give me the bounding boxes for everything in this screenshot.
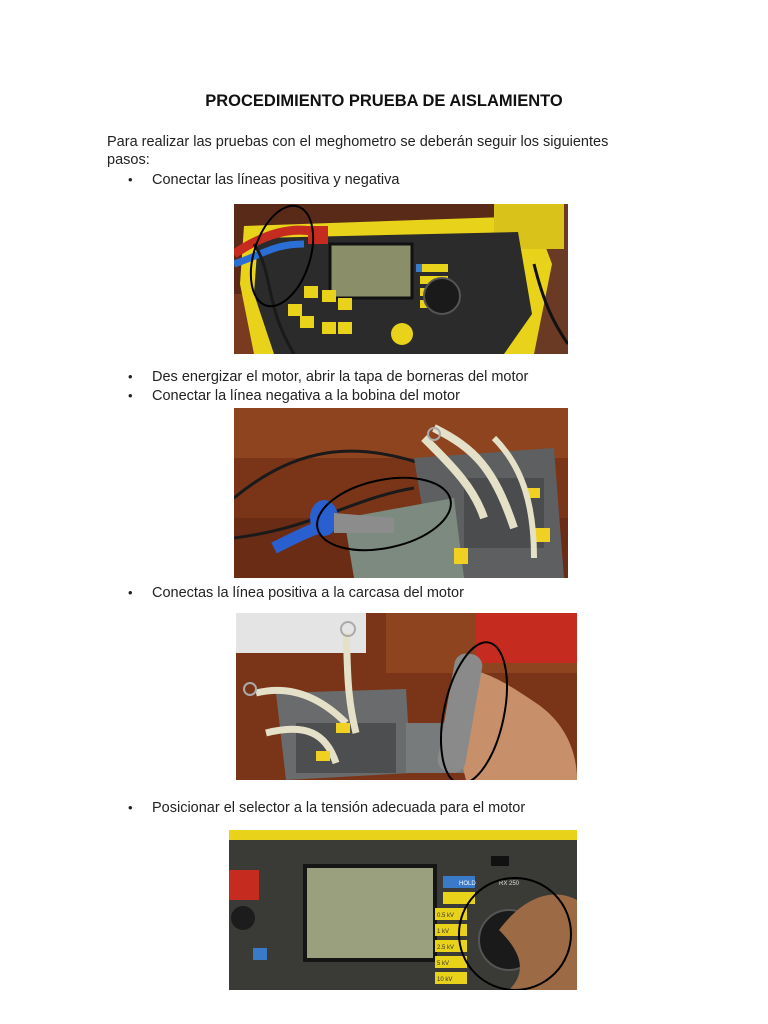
photo-label: 1 kV [437, 929, 450, 935]
step-item [128, 171, 399, 189]
photo-negative-lead-winding [234, 408, 568, 578]
intro-paragraph: Para realizar las pruebas con el meghometro se deberán seguir los siguientes pasos: [107, 134, 609, 168]
bullet-icon: • [128, 172, 133, 187]
step-item [128, 368, 528, 386]
photo-label: HOLD [459, 881, 476, 887]
step-item [128, 799, 525, 817]
document-title: PROCEDIMIENTO PRUEBA DE AISLAMIENTO [205, 92, 563, 110]
photo-label: 10 kV [437, 977, 453, 983]
step-text: Conectar las líneas positiva y negativa [152, 172, 400, 188]
bullet-icon: • [128, 585, 133, 600]
step-text: Conectar la línea negativa a la bobina del motor [152, 388, 460, 404]
step-item [128, 387, 460, 405]
step-text: Conectas la línea positiva a la carcasa del motor [152, 585, 464, 601]
photo-label: 2.5 kV [437, 945, 455, 951]
photo-label: RX 250 [499, 881, 520, 887]
bullet-icon: • [128, 369, 133, 384]
step-text: Posicionar el selector a la tensión adecuada para el motor [152, 800, 526, 816]
photo-selector-voltage [229, 830, 577, 990]
photo-positive-lead-housing [236, 613, 577, 780]
photo-label: 5 kV [437, 961, 450, 967]
bullet-icon: • [128, 388, 133, 403]
photo-megohmmeter-leads [234, 204, 568, 354]
step-item [128, 584, 464, 602]
bullet-icon: • [128, 800, 133, 815]
photo-label: 0.5 kV [437, 913, 455, 919]
step-text: Des energizar el motor, abrir la tapa de borneras del motor [152, 369, 529, 385]
